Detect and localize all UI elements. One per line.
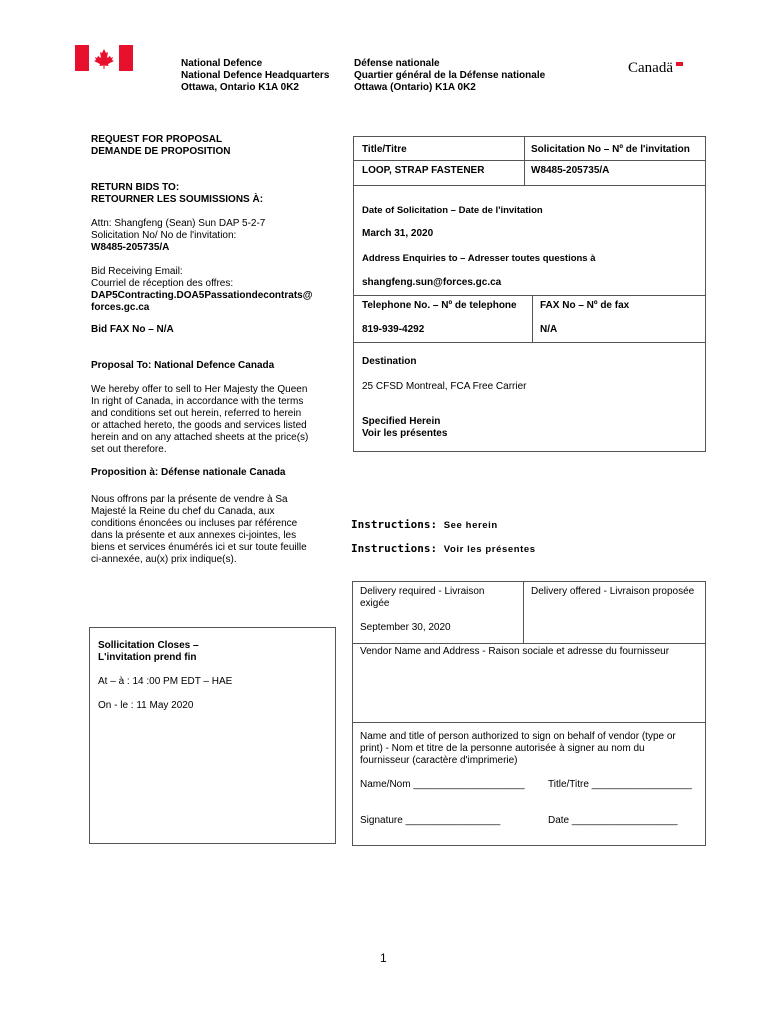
solicitation-label: Solicitation No/ No de l'invitation: <box>91 230 237 241</box>
delivery-required-line: Delivery required - Livraison <box>360 586 485 597</box>
wordmark-flag-icon <box>676 62 683 66</box>
row-divider <box>353 160 706 161</box>
dept-fr-block <box>354 58 545 94</box>
solicitation-info-table <box>353 136 706 452</box>
specified-line: Specified Herein <box>362 416 441 427</box>
delivery-required-line: exigée <box>360 598 390 609</box>
bid-receiving-line: Bid Receiving Email: <box>91 266 183 277</box>
closes-title-line: L'invitation prend fin <box>98 652 197 663</box>
offer-en <box>91 384 308 456</box>
bid-receiving-line: Courriel de réception des offres: <box>91 278 234 289</box>
vendor-name-label: Vendor Name and Address - Raison sociale et adresse du fournisseur <box>360 646 670 657</box>
dept-fr-line: Ottawa (Ontario) K1A 0K2 <box>354 82 476 93</box>
row-divider <box>353 185 706 186</box>
closes-on: On - le : 11 May 2020 <box>98 700 194 711</box>
column-divider <box>532 295 533 342</box>
bid-receiving <box>91 266 312 314</box>
bid-email-line[interactable]: DAP5Contracting.DOA5Passationdecontrats@ <box>91 290 313 301</box>
offer-fr-line: biens et services énumérés ici et sur toute feuille <box>91 542 307 553</box>
fax-value: N/A <box>540 324 558 335</box>
authorized-line: Name and title of person authorized to sign on behalf of vendor (type or <box>360 731 676 742</box>
solicitation-number: W8485-205735/A <box>91 242 170 253</box>
dept-en-line: National Defence <box>181 58 263 69</box>
offer-en-line: herein and on any attached sheets at the price(s) <box>91 432 309 443</box>
closes-box <box>89 627 336 844</box>
offer-fr <box>91 494 307 566</box>
specified-herein <box>362 416 447 440</box>
closes-title <box>98 640 199 664</box>
row-divider <box>352 643 706 644</box>
instructions-value: Voir les présentes <box>443 544 536 555</box>
date-value: March 31, 2020 <box>362 228 434 239</box>
wordmark-text: Canadä <box>628 60 673 76</box>
canada-flag-icon <box>75 45 133 71</box>
closes-at: At – à : 14 :00 PM EDT – HAE <box>98 676 233 687</box>
phone-label: Telephone No. – Nº de telephone <box>362 300 517 311</box>
enquiries-email[interactable]: shangfeng.sun@forces.gc.ca <box>362 277 502 288</box>
enquiries-label: Address Enquiries to – Adresser toutes questions à <box>362 253 596 264</box>
return-bids-line: RETURN BIDS TO: <box>91 182 180 193</box>
attn-line: Attn: Shangfeng (Sean) Sun DAP 5-2-7 <box>91 218 266 229</box>
delivery-date: September 30, 2020 <box>360 622 451 633</box>
destination-value: 25 CFSD Montreal, FCA Free Carrier <box>362 381 527 392</box>
offer-en-line: or attached hereto, the goods and services listed <box>91 420 307 431</box>
dept-fr-line: Quartier général de la Défense nationale <box>354 70 546 81</box>
closes-title-line: Sollicitation Closes – <box>98 640 199 651</box>
dept-en-line: Ottawa, Ontario K1A 0K2 <box>181 82 299 93</box>
signature-field[interactable]: Signature _________________ <box>360 815 501 826</box>
offer-fr-line: Nous offrons par la présente de vendre à Sa <box>91 494 288 505</box>
offer-fr-line: ci-annexée, au(x) prix indique(s). <box>91 554 237 565</box>
phone-value: 819-939-4292 <box>362 324 425 335</box>
offer-fr-line: Majesté la Reine du chef du Canada, aux <box>91 506 275 517</box>
instructions-fr <box>351 542 536 555</box>
specified-line: Voir les présentes <box>362 428 448 439</box>
offer-en-line: In right of Canada, in accordance with the terms <box>91 396 304 407</box>
title-label: Title/Titre <box>362 144 407 155</box>
column-divider <box>523 581 524 643</box>
return-bids-line: RETOURNER LES SOUMISSIONS À: <box>91 194 264 205</box>
date-label: Date of Solicitation – Date de l'invitation <box>362 205 543 216</box>
bid-email-line[interactable]: forces.gc.ca <box>91 302 150 313</box>
dept-en-line: National Defence Headquarters <box>181 70 330 81</box>
title-field[interactable]: Title/Titre __________________ <box>548 779 692 790</box>
bid-fax: Bid FAX No – N/A <box>91 324 174 335</box>
row-divider <box>353 342 706 343</box>
return-bids-heading <box>91 182 263 206</box>
column-divider <box>524 136 525 185</box>
rfp-title <box>91 134 230 158</box>
delivery-offered: Delivery offered - Livraison proposée <box>531 586 695 597</box>
title-value: LOOP, STRAP FASTENER <box>362 165 485 176</box>
name-field[interactable]: Name/Nom ____________________ <box>360 779 525 790</box>
delivery-required <box>360 586 485 610</box>
offer-en-line: We hereby offer to sell to Her Majesty the Queen <box>91 384 308 395</box>
vendor-table <box>352 581 706 846</box>
instructions-label: Instructions: <box>351 542 438 555</box>
row-divider <box>352 722 706 723</box>
destination-label: Destination <box>362 356 417 367</box>
row-divider <box>353 295 706 296</box>
solicitation-no-value: W8485-205735/A <box>531 165 610 176</box>
canada-wordmark <box>628 60 673 77</box>
offer-fr-line: dans la présente et aux annexes ci-jointes, les <box>91 530 297 541</box>
instructions-label: Instructions: <box>351 518 438 531</box>
proposal-to: Proposal To: National Defence Canada <box>91 360 275 371</box>
instructions-value: See herein <box>443 520 498 531</box>
authorized-person <box>360 731 676 767</box>
solicitation-no-label: Solicitation No – Nº de l'invitation <box>531 144 690 155</box>
authorized-line: fournisseur (caractère d'imprimerie) <box>360 755 518 766</box>
rfp-title-line: REQUEST FOR PROPOSAL <box>91 134 223 145</box>
instructions-en <box>351 518 498 531</box>
proposition-heading: Proposition à: Défense nationale Canada <box>91 467 286 478</box>
authorized-line: print) - Nom et titre de la personne autorisée à signer au nom du <box>360 743 645 754</box>
fax-label: FAX No – Nº de fax <box>540 300 630 311</box>
offer-fr-line: conditions énoncées ou incluses par référence <box>91 518 298 529</box>
offer-en-line: and conditions set out herein, referred to herein <box>91 408 302 419</box>
return-address <box>91 218 265 254</box>
dept-fr-line: Défense nationale <box>354 58 440 69</box>
page-number: 1 <box>380 951 387 965</box>
dept-en-block <box>181 58 329 94</box>
rfp-title-line: DEMANDE DE PROPOSITION <box>91 146 231 157</box>
offer-en-line: set out therefore. <box>91 444 167 455</box>
date-field[interactable]: Date ___________________ <box>548 815 678 826</box>
